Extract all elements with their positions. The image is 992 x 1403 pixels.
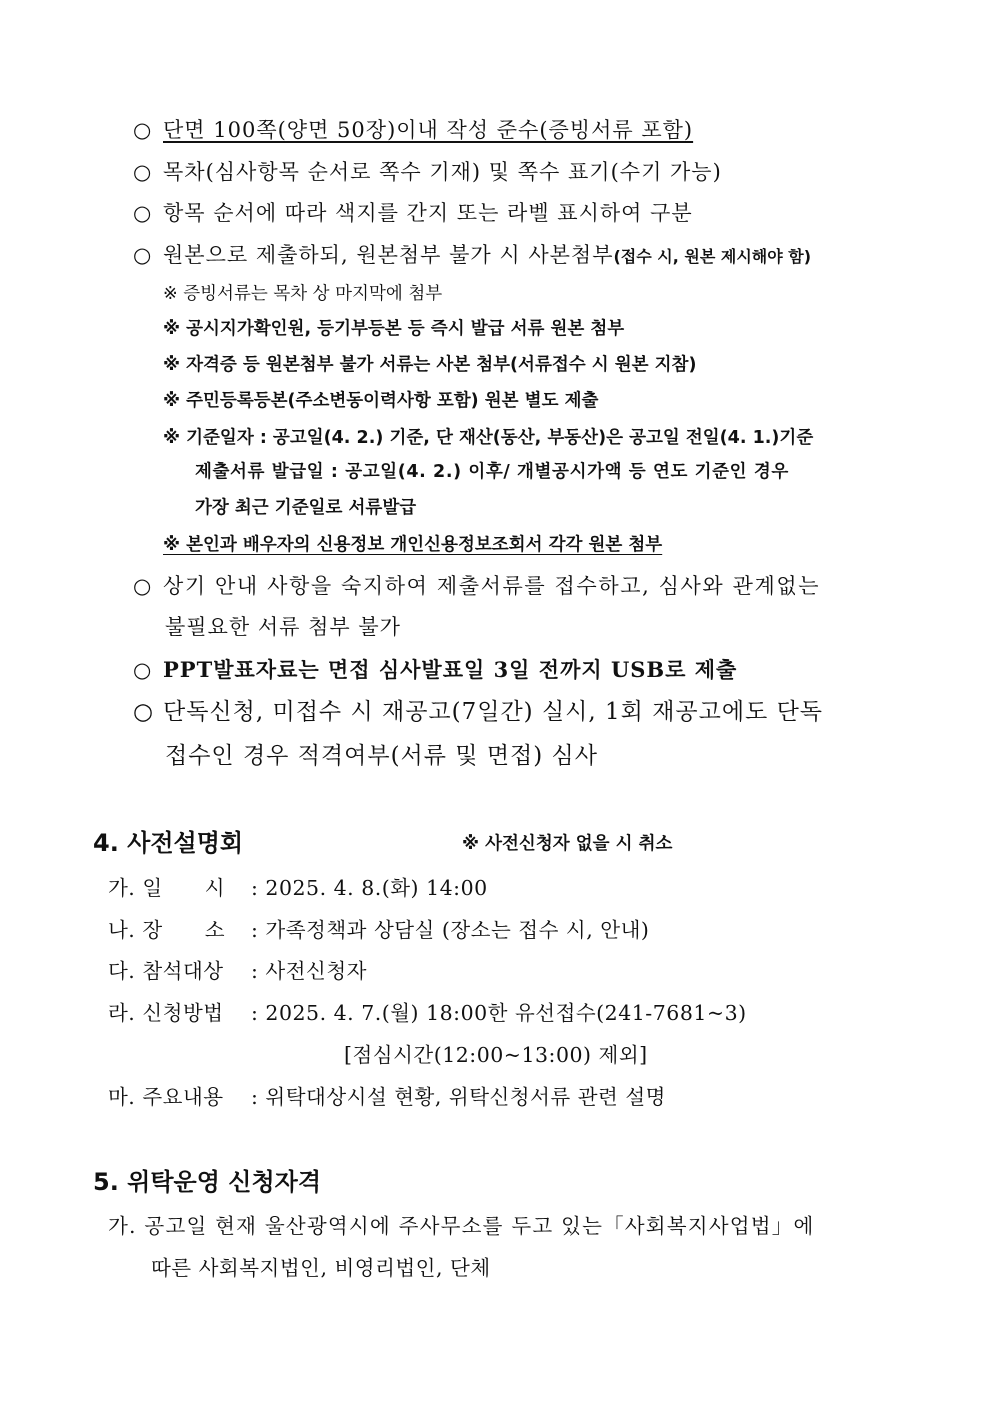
note-item: ※ 증빙서류는 목차 상 마지막에 첨부: [163, 284, 443, 304]
section-heading: 4. 사전설명회: [93, 829, 244, 857]
bullet-text: 단독신청, 미접수 시 재공고(7일간) 실시, 1회 재공고에도 단독: [163, 699, 824, 725]
bullet-item: [133, 162, 722, 183]
note-item: 제출서류 발급일 : 공고일(4. 2.) 이후/ 개별공시가액 등 연도 기준인 경우: [195, 462, 789, 482]
section-heading: 5. 위탁운영 신청자격: [93, 1168, 321, 1196]
info-row: 가. 공고일 현재 울산광역시에 주사무소를 두고 있는「사회복지사업법」에: [108, 1214, 815, 1238]
note-item: ※ 주민등록등본(주소변동이력사항 포함) 원본 별도 제출: [163, 391, 599, 411]
bullet-item: [133, 701, 823, 724]
circle-bullet-icon: ○: [133, 574, 153, 598]
bullet-text: 단면 100쪽(양면 50장)이내 작성 준수(증빙서류 포함): [163, 118, 694, 142]
bullet-text: PPT발표자료는 면접 심사발표일 3일 전까지 USB로 제출: [163, 657, 738, 682]
info-value: : 사전신청자: [251, 959, 367, 983]
bullet-text: 목차(심사항목 순서로 쪽수 기재) 및 쪽수 표기(수기 가능): [163, 160, 722, 184]
info-row: [108, 878, 488, 899]
note-item: ※ 본인과 배우자의 신용정보 개인신용정보조회서 각각 원본 첨부: [163, 535, 663, 555]
bullet-text: 원본으로 제출하되, 원본첨부 불가 시 사본첨부: [163, 243, 614, 267]
info-label: 다. 참석대상: [108, 959, 224, 983]
info-row: [108, 920, 649, 941]
bullet-text: 접수인 경우 적격여부(서류 및 면접) 심사: [165, 743, 598, 769]
circle-bullet-icon: ○: [133, 201, 153, 225]
bullet-note: (접수 시, 원본 제시해야 함): [613, 247, 812, 266]
bullet-item: [133, 576, 820, 597]
note-item: ※ 기준일자 : 공고일(4. 2.) 기준, 단 재산(동산, 부동산)은 공고일 전일(4. 1.)기준: [163, 428, 814, 448]
info-value: : 2025. 4. 8.(화) 14:00: [251, 876, 488, 900]
info-value: : 2025. 4. 7.(월) 18:00한 유선접수(241-7681~3): [251, 1001, 747, 1025]
info-row: [108, 961, 367, 982]
circle-bullet-icon: ○: [133, 160, 153, 184]
bullet-item: [133, 659, 737, 681]
info-label: 라. 신청방법: [108, 1001, 224, 1025]
bullet-item: [133, 120, 693, 141]
info-value: : 위탁대상시설 현황, 위탁신청서류 관련 설명: [251, 1085, 666, 1109]
circle-bullet-icon: ○: [133, 118, 153, 142]
info-row: [108, 1087, 666, 1108]
bullet-text: 항목 순서에 따라 색지를 간지 또는 라벨 표시하여 구분: [163, 201, 693, 225]
note-item: ※ 공시지가확인원, 등기부등본 등 즉시 발급 서류 원본 첨부: [163, 319, 625, 339]
info-label: 가. 일 시: [108, 876, 226, 900]
note-item: ※ 자격증 등 원본첨부 불가 서류는 사본 첨부(서류접수 시 원본 지참): [163, 355, 697, 375]
bullet-text: 상기 안내 사항을 숙지하여 제출서류를 접수하고, 심사와 관계없는: [163, 574, 821, 598]
info-value-continued: [점심시간(12:00~13:00) 제외]: [344, 1043, 648, 1067]
info-row: [108, 1003, 747, 1024]
info-row: 따른 사회복지법인, 비영리법인, 단체: [151, 1256, 491, 1280]
circle-bullet-icon: ○: [133, 699, 155, 725]
bullet-item: [133, 203, 693, 224]
info-value: : 가족정책과 상담실 (장소는 접수 시, 안내): [251, 918, 650, 942]
circle-bullet-icon: ○: [133, 658, 153, 682]
circle-bullet-icon: ○: [133, 243, 153, 267]
bullet-text: 불필요한 서류 첨부 불가: [165, 615, 401, 639]
info-label: 마. 주요내용: [108, 1085, 224, 1109]
bullet-item: [133, 245, 811, 266]
info-label: 나. 장 소: [108, 918, 226, 942]
cancel-notice: ※ 사전신청자 없을 시 취소: [462, 834, 673, 854]
note-item: 가장 최근 기준일로 서류발급: [195, 498, 417, 518]
